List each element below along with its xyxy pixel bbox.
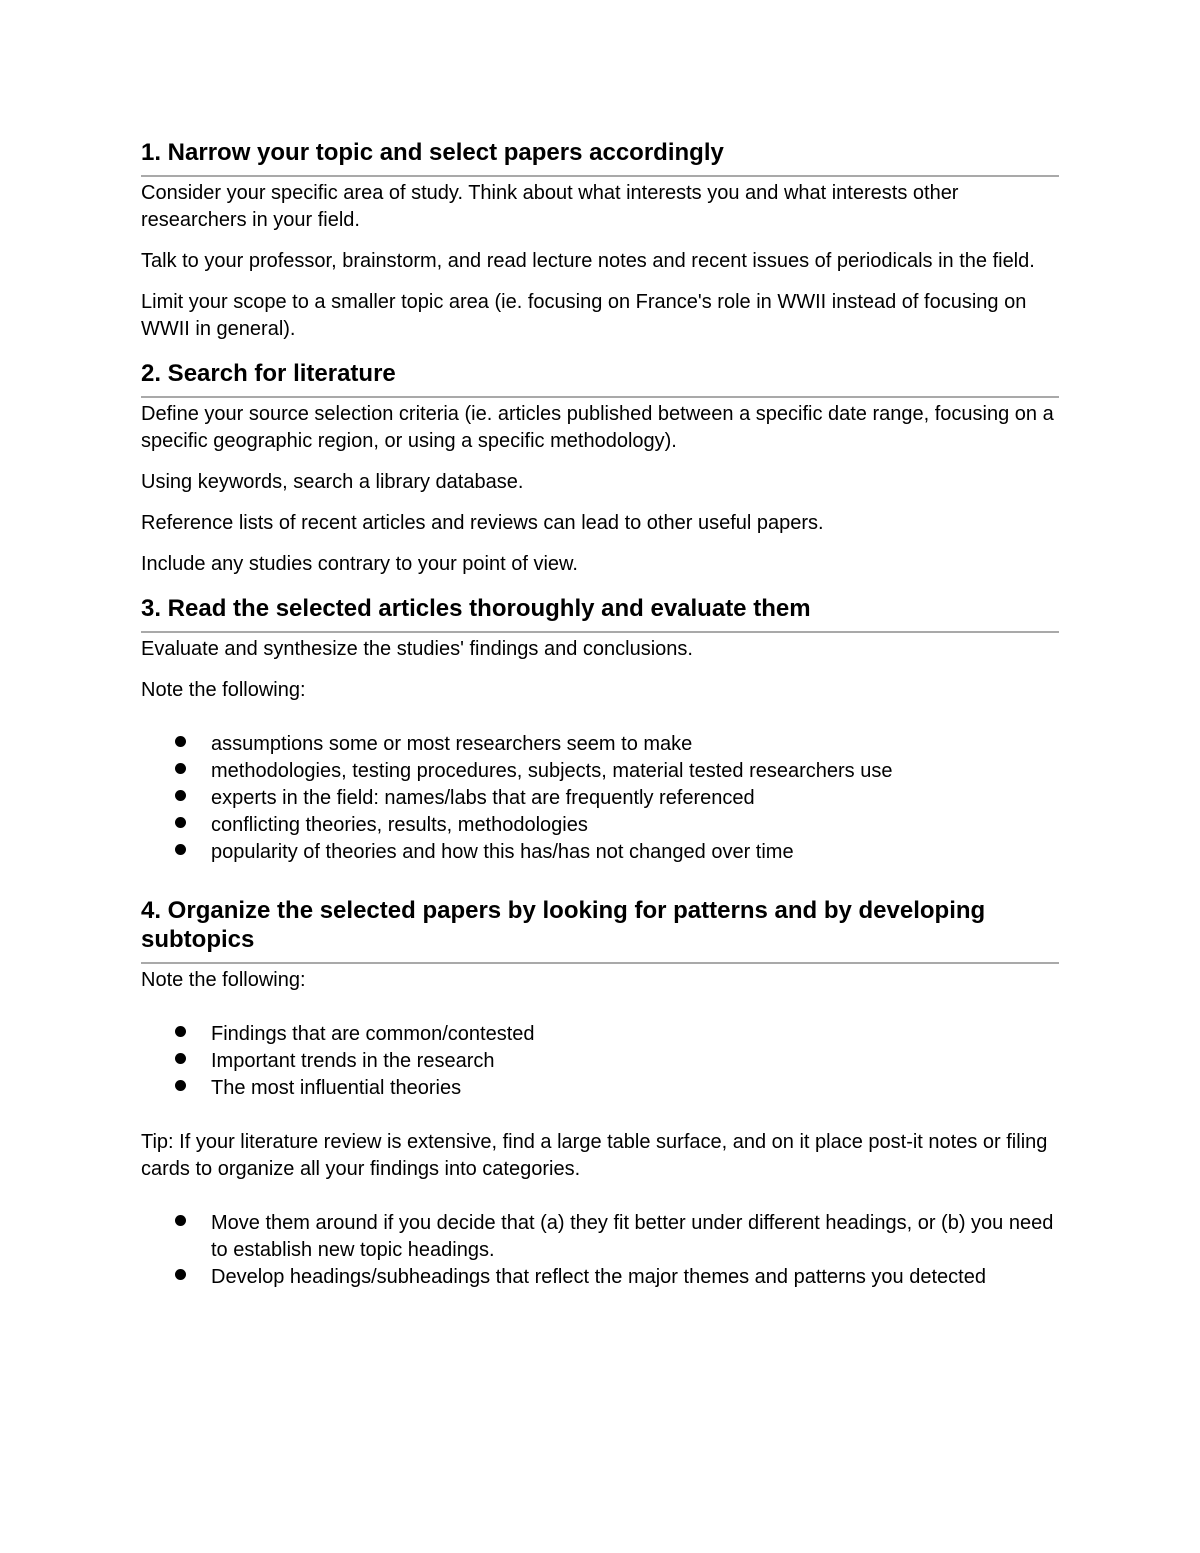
list-item — [141, 1075, 1059, 1102]
bullet-icon — [175, 1080, 186, 1091]
list-item — [141, 839, 1059, 866]
list-item-text: The most influential theories — [211, 1077, 462, 1099]
section-2-paragraph-1: Define your source selection criteria (ie. articles published between a specific date range, focusing on a specific geographic region, or using a specific methodology). — [141, 403, 1054, 452]
list-item-text: Important trends in the research — [211, 1050, 495, 1072]
bullet-icon — [175, 1026, 186, 1037]
section-3 — [141, 594, 1059, 866]
section-2-paragraph-2: Using keywords, search a library database. — [141, 471, 524, 493]
list-item — [141, 1021, 1059, 1048]
section-1-paragraph-3: Limit your scope to a smaller topic area (ie. focusing on France's role in WWII instead of focusing on WWII in general). — [141, 291, 1027, 340]
section-2-paragraph-3: Reference lists of recent articles and reviews can lead to other useful papers. — [141, 512, 824, 534]
section-1-paragraph-2: Talk to your professor, brainstorm, and read lecture notes and recent issues of periodicals in the field. — [141, 250, 1035, 272]
section-4-heading: 4. Organize the selected papers by looking for patterns and by developing subtopics — [141, 896, 1059, 964]
list-item — [141, 1210, 1059, 1264]
tip-bullet-list — [141, 1210, 1059, 1291]
bullet-icon — [175, 817, 186, 828]
section-2-paragraph-4: Include any studies contrary to your point of view. — [141, 553, 578, 575]
list-item — [141, 812, 1059, 839]
section-3-paragraph-2: Note the following: — [141, 679, 306, 701]
list-item-text: experts in the field: names/labs that are frequently referenced — [211, 787, 755, 809]
bullet-icon — [175, 1215, 186, 1226]
section-4-bullet-list — [141, 1021, 1059, 1102]
bullet-icon — [175, 844, 186, 855]
section-2-heading: 2. Search for literature — [141, 359, 1059, 398]
section-3-heading: 3. Read the selected articles thoroughly and evaluate them — [141, 594, 1059, 633]
bullet-icon — [175, 1269, 186, 1280]
list-item — [141, 758, 1059, 785]
bullet-icon — [175, 790, 186, 801]
list-item — [141, 1048, 1059, 1075]
list-item-text: Develop headings/subheadings that reflect the major themes and patterns you detected — [211, 1266, 986, 1288]
list-item-text: assumptions some or most researchers seem to make — [211, 733, 693, 755]
section-3-paragraph-1: Evaluate and synthesize the studies' findings and conclusions. — [141, 638, 693, 660]
section-1 — [141, 138, 1059, 343]
section-3-bullet-list — [141, 731, 1059, 866]
list-item-text: conflicting theories, results, methodologies — [211, 814, 588, 836]
section-4-paragraph-1: Note the following: — [141, 969, 306, 991]
list-item — [141, 1264, 1059, 1291]
list-item-text: methodologies, testing procedures, subjects, material tested researchers use — [211, 760, 893, 782]
list-item-text: Findings that are common/contested — [211, 1023, 535, 1045]
document-page — [141, 138, 1059, 1291]
section-1-heading: 1. Narrow your topic and select papers accordingly — [141, 138, 1059, 177]
tip-paragraph: Tip: If your literature review is extensive, find a large table surface, and on it place post-it notes or filing cards to organize all your findings into categories. — [141, 1131, 1048, 1180]
bullet-icon — [175, 1053, 186, 1064]
bullet-icon — [175, 736, 186, 747]
list-item — [141, 785, 1059, 812]
bullet-icon — [175, 763, 186, 774]
section-2 — [141, 359, 1059, 578]
list-item — [141, 731, 1059, 758]
section-4 — [141, 896, 1059, 1291]
section-1-paragraph-1: Consider your specific area of study. Think about what interests you and what interests other researchers in your field. — [141, 182, 959, 231]
list-item-text: Move them around if you decide that (a) they fit better under different headings, or (b) you need to establish new topic headings. — [211, 1212, 1054, 1261]
list-item-text: popularity of theories and how this has/has not changed over time — [211, 841, 794, 863]
